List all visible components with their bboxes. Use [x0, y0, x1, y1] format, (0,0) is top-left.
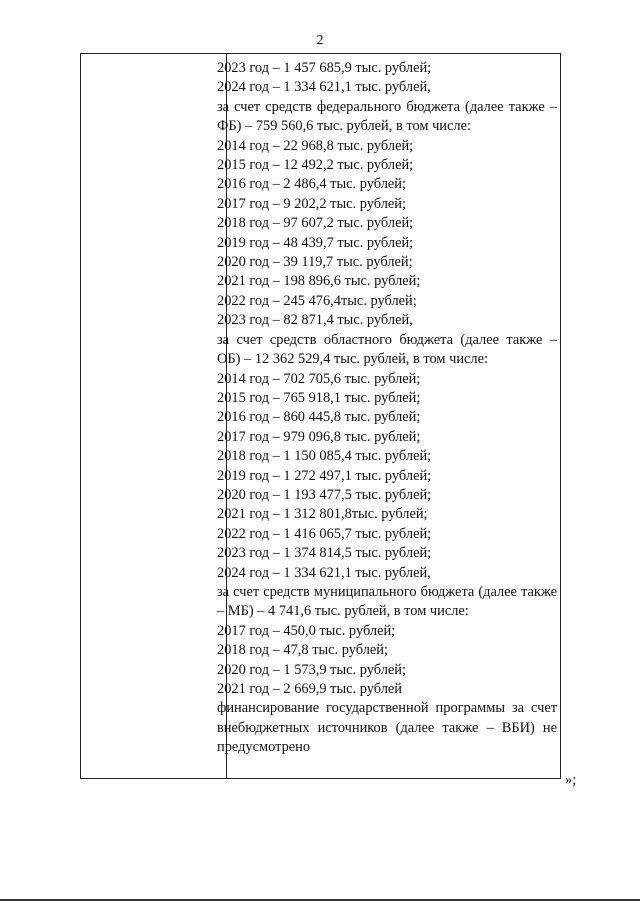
ob-year-line: 2017 год – 979 096,8 тыс. рублей;: [217, 428, 421, 445]
page-bottom-rule: [0, 899, 640, 901]
ob-year-line: 2024 год – 1 334 621,1 тыс. рублей,: [217, 564, 431, 581]
text-line: 2023 год – 1 457 685,9 тыс. рублей;: [217, 60, 432, 76]
ob-year-line: 2022 год – 1 416 065,7 тыс. рублей;: [217, 525, 432, 542]
fb-year-line: 2020 год – 39 119,7 тыс. рублей;: [217, 254, 413, 271]
fb-year-line: 2016 год – 2 486,4 тыс. рублей;: [217, 176, 406, 193]
ob-year-line: 2021 год – 1 312 801,8тыс. рублей;: [217, 506, 428, 523]
vbi-paragraph: финансирование государственной программы за счет внебюджетных источников (далее также – ВБИ) не предусмотрено: [217, 700, 557, 756]
fb-year-line: 2019 год – 48 439,7 тыс. рублей;: [217, 234, 414, 251]
funding-cell: [217, 59, 557, 758]
ob-intro-paragraph: за счет средств областного бюджета (далее также – ОБ) – 12 362 529,4 тыс. рублей, в том числе:: [217, 331, 557, 368]
ob-year-line: 2018 год – 1 150 085,4 тыс. рублей;: [217, 448, 432, 465]
fb-year-line: 2017 год – 9 202,2 тыс. рублей;: [217, 195, 406, 212]
mb-year-line: 2018 год – 47,8 тыс. рублей;: [217, 642, 388, 659]
mb-year-line: 2017 год – 450,0 тыс. рублей;: [217, 622, 396, 639]
text-line: 2024 год – 1 334 621,1 тыс. рублей,: [217, 79, 431, 96]
fb-year-line: 2023 год – 82 871,4 тыс. рублей,: [217, 312, 413, 329]
fb-year-line: 2022 год – 245 476,4тыс. рублей;: [217, 292, 417, 309]
ob-year-line: 2016 год – 860 445,8 тыс. рублей;: [217, 409, 421, 426]
passport-table: [80, 53, 561, 779]
mb-year-line: 2021 год – 2 669,9 тыс. рублей: [217, 681, 402, 697]
closing-quote-mark: »;: [565, 772, 577, 788]
ob-year-line: 2019 год – 1 272 497,1 тыс. рублей;: [217, 467, 432, 484]
ob-year-line: 2014 год – 702 705,6 тыс. рублей;: [217, 370, 421, 387]
mb-intro-paragraph: за счет средств муниципального бюджета (далее также – МБ) – 4 741,6 тыс. рублей, в том числе:: [217, 583, 557, 620]
fb-intro-paragraph: за счет средств федерального бюджета (далее также – ФБ) – 759 560,6 тыс. рублей, в том числе:: [217, 98, 557, 135]
ob-year-line: 2023 год – 1 374 814,5 тыс. рублей;: [217, 545, 432, 562]
mb-year-line: 2020 год – 1 573,9 тыс. рублей;: [217, 661, 406, 678]
fb-year-line: 2014 год – 22 968,8 тыс. рублей;: [217, 137, 414, 154]
ob-year-line: 2015 год – 765 918,1 тыс. рублей;: [217, 389, 421, 406]
fb-year-line: 2018 год – 97 607,2 тыс. рублей;: [217, 215, 414, 232]
fb-year-line: 2021 год – 198 896,6 тыс. рублей;: [217, 273, 421, 290]
ob-year-line: 2020 год – 1 193 477,5 тыс. рублей;: [217, 486, 432, 503]
fb-year-line: 2015 год – 12 492,2 тыс. рублей;: [217, 157, 414, 174]
page-number: 2: [316, 33, 324, 48]
